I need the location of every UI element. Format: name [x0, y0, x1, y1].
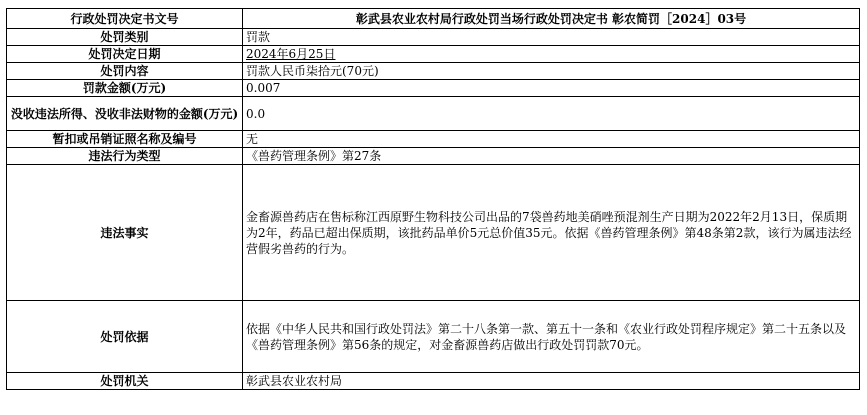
table-row-basis [7, 301, 860, 373]
table-row-license [7, 131, 860, 148]
table-row-content [7, 63, 860, 80]
violation-type-label: 违法行为类型 [7, 148, 243, 165]
license-label: 暂扣或吊销证照名称及编号 [7, 131, 243, 148]
category-label: 处罚类别 [7, 29, 243, 46]
basis-value: 依据《中华人民共和国行政处罚法》第二十八条第一款、第五十一条和《农业行政处罚程序规定》第二十五条以及 《兽药管理条例》第56条的规定，对金畜源兽药店做出行政处罚罚款70元。 [243, 301, 860, 373]
content-value: 罚款人民币柒拾元(70元) [243, 63, 860, 80]
date-label: 处罚决定日期 [7, 46, 243, 63]
facts-label: 违法事实 [7, 165, 243, 301]
table-row-category [7, 29, 860, 46]
authority-value: 彰武县农业农村局 [243, 373, 860, 390]
amount-value: 0.007 [243, 80, 860, 97]
category-value: 罚款 [243, 29, 860, 46]
date-value: 2024年6月25日 [246, 47, 336, 61]
confiscation-value: 0.0 [243, 97, 860, 131]
table-row-confiscation [7, 97, 860, 131]
facts-value: 金畜源兽药店在售标称江西原野生物科技公司出品的7袋兽药地美硝唑预混剂生产日期为2022年2月13日，保质期为2年，药品已超出保质期，该批药品单价5元总价值35元。依据《兽药管理条例》第48条第2款，该行为属违法经营假劣兽药的行为。 [243, 165, 860, 301]
confiscation-label: 没收违法所得、没收非法财物的金额(万元) [7, 97, 243, 131]
table-row-date [7, 46, 860, 63]
header-label: 行政处罚决定书文号 [7, 9, 243, 29]
table-row-header [7, 9, 860, 29]
license-value: 无 [243, 131, 860, 148]
table-row-amount [7, 80, 860, 97]
authority-label: 处罚机关 [7, 373, 243, 390]
amount-label: 罚款金额(万元) [7, 80, 243, 97]
penalty-decision-table [6, 8, 860, 390]
table-row-violation-type [7, 148, 860, 165]
table-row-authority [7, 373, 860, 390]
document-number: 彰武县农业农村局行政处罚当场行政处罚决定书 彰农简罚［2024］03号 [243, 9, 860, 29]
basis-label: 处罚依据 [7, 301, 243, 373]
violation-type-value: 《兽药管理条例》第27条 [243, 148, 860, 165]
table-row-facts [7, 165, 860, 301]
content-label: 处罚内容 [7, 63, 243, 80]
